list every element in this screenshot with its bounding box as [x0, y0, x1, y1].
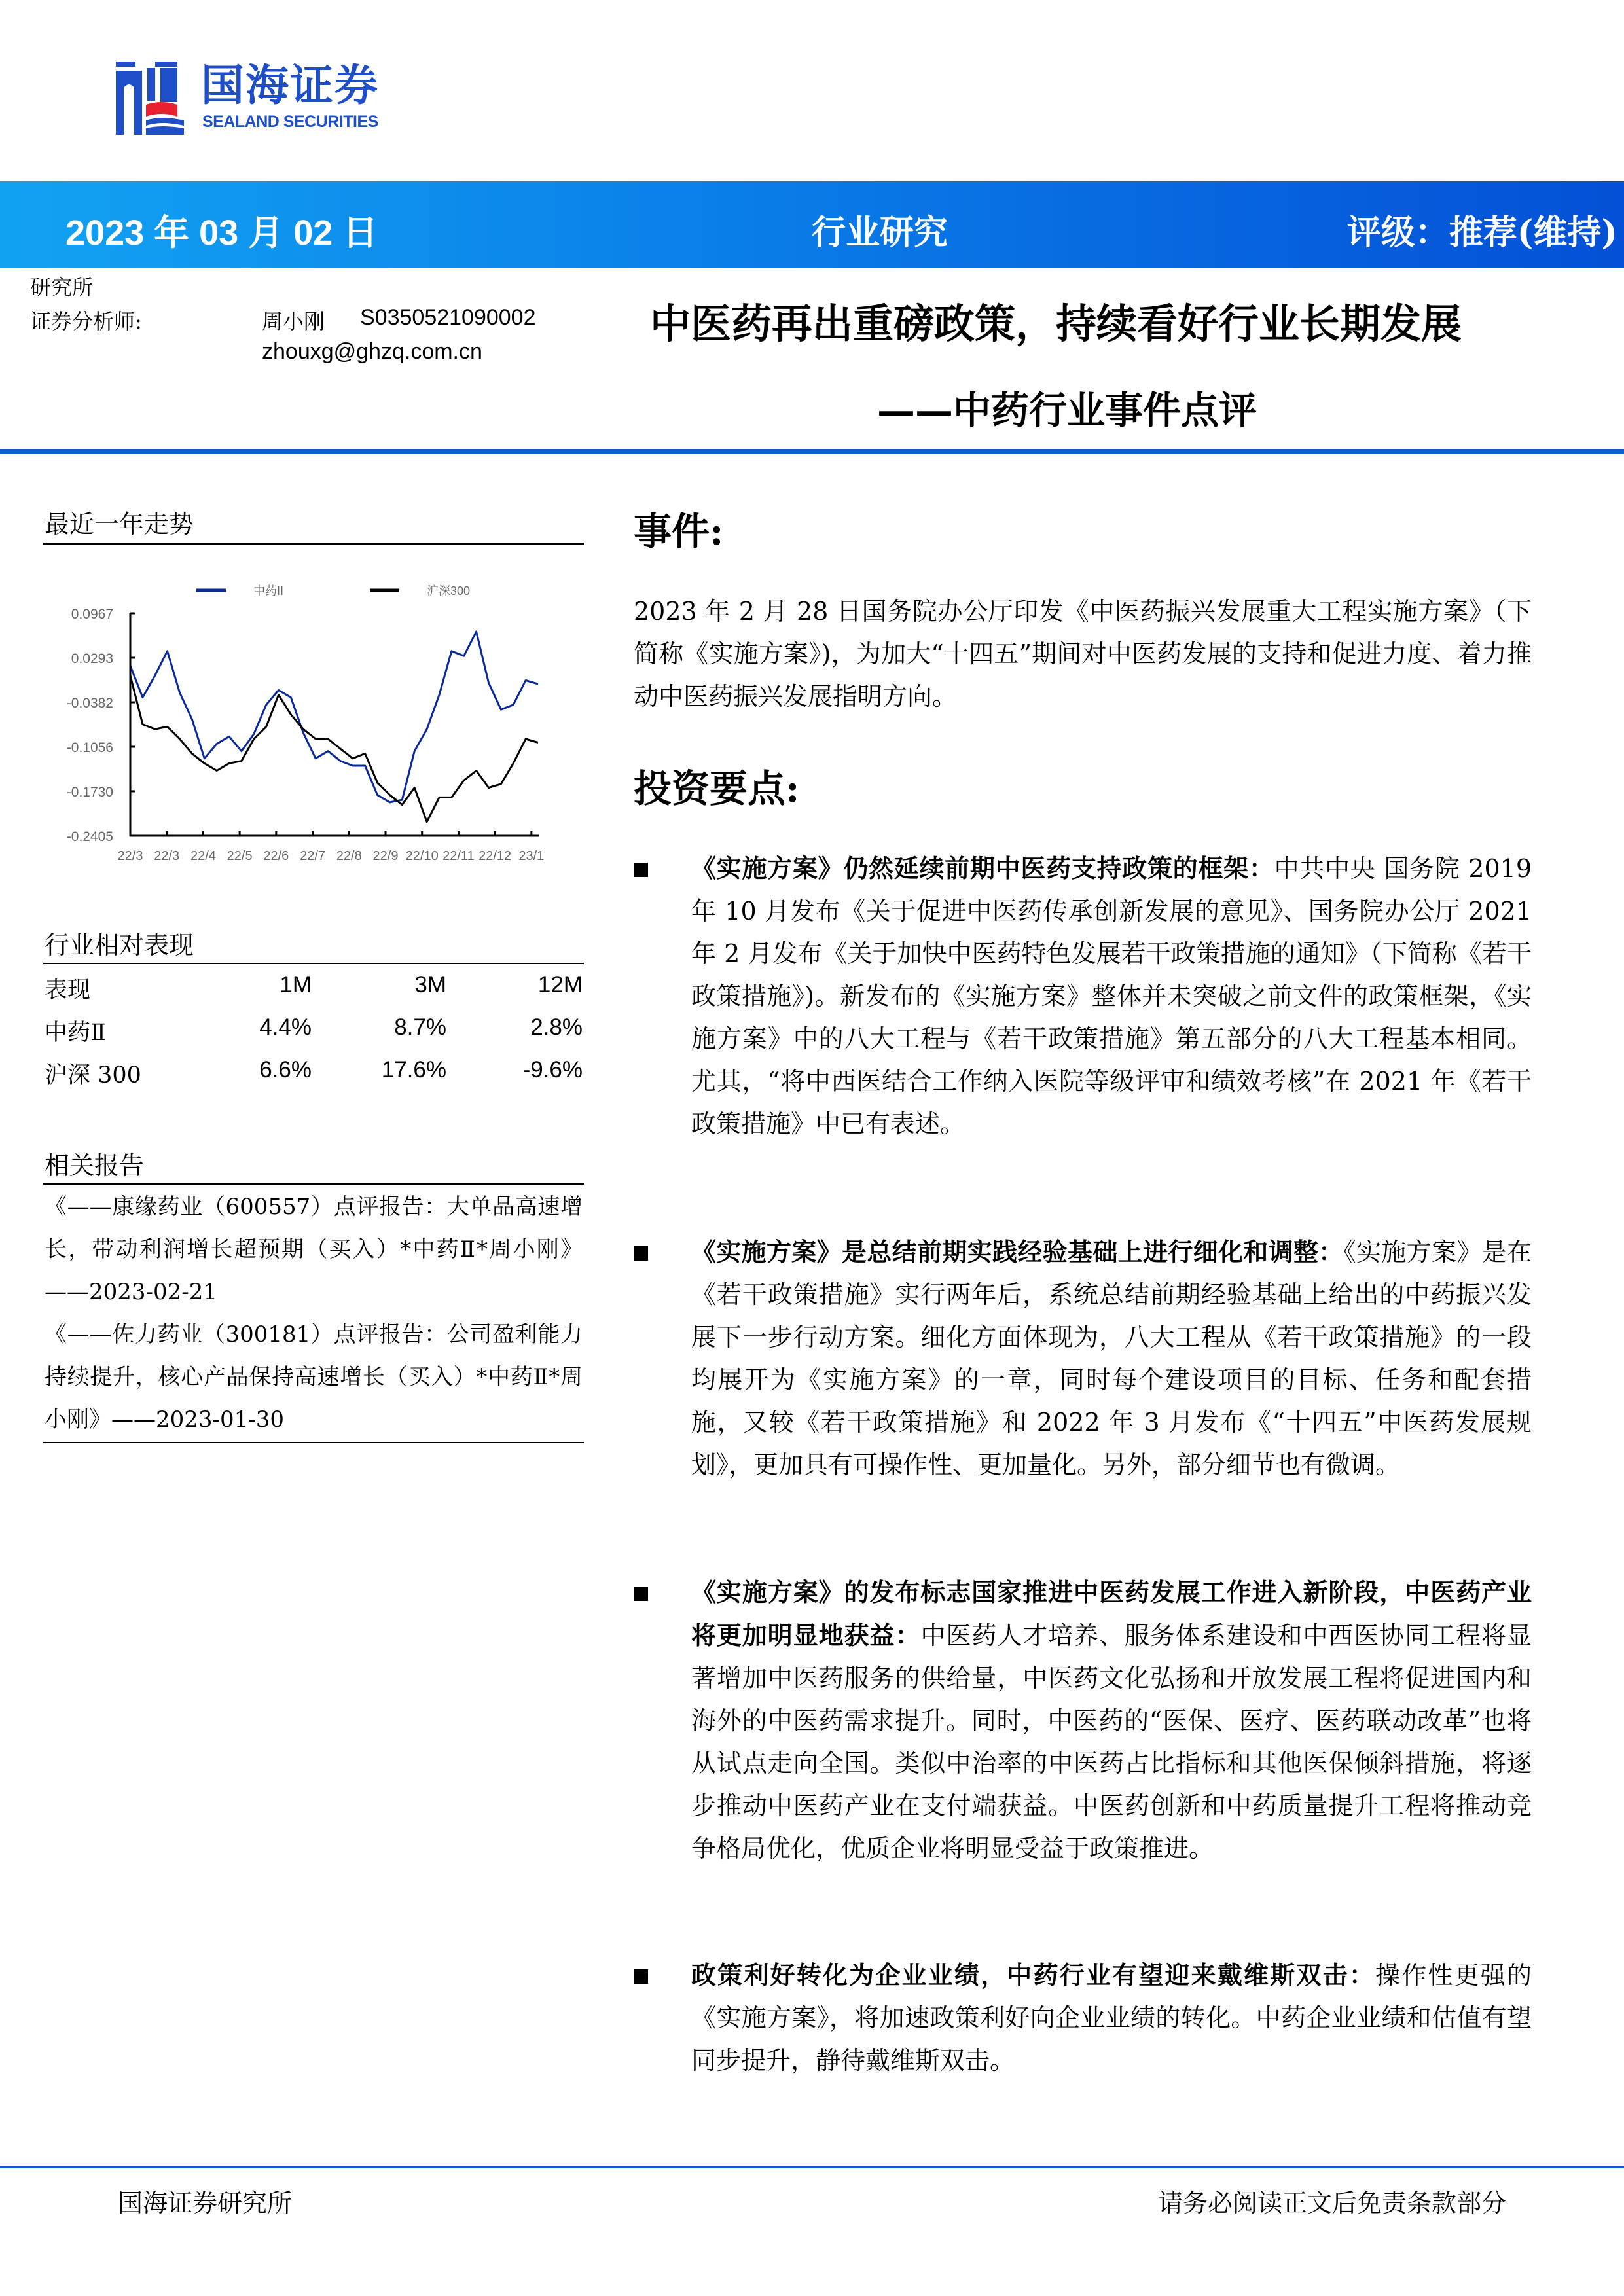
bullet-square-icon [634, 1246, 648, 1261]
trend-chart [39, 563, 589, 870]
point-body: 《实施方案》是在《若干政策措施》实行两年后，系统总结前期经验基础上给出的中药振兴发展下一步行动方案。细化方面体现为，八大工程从《若干政策措施》的一段均展开为《实施方案》的一章，同时每个建设项目的目标、任务和配套措施，又较《若干政策措施》和 2022 年 3 月发布《“十四五”中医药发展规划》，更加具有可操作性、更加量化。另外，部分细节也有微调。 [691, 1238, 1532, 1479]
trend-title: 最近一年走势 [45, 510, 194, 539]
analyst-name: 周小刚 [262, 309, 325, 334]
bullet-square-icon [634, 1969, 648, 1984]
series-line-hs300 [130, 675, 538, 822]
y-tick-label: -0.2405 [66, 829, 113, 844]
reports-bottom-divider [43, 1442, 584, 1443]
legend-label-zhongyao: 中药II [253, 584, 284, 598]
point-body: 中共中央 国务院 2019 年 10 月发布《关于促进中医药传承创新发展的意见》、国务院办公厅 2021 年 2 月发布《关于加快中医药特色发展若干政策措施的通知》（下简称《若干政策措施》)。新发布的《实施方案》整体并未突破之前文件的政策框架，《实施方案》中的八大工程与《若干政策措施》第五部分的八大工程基本相同。尤其，“将中西医结合工作纳入医院等级评审和绩效考核”在 2021 年《若干政策措施》中已有表述。 [691, 854, 1532, 1138]
y-tick-label: -0.1730 [66, 784, 113, 800]
x-tick-label: 22/11 [442, 849, 475, 863]
investment-point [634, 1571, 1532, 1870]
legend-label-hs300: 沪深300 [427, 584, 471, 598]
perf-header-1m: 1M [280, 972, 312, 997]
dept-label: 研究所 [30, 275, 94, 300]
analyst-label: 证券分析师: [30, 309, 142, 334]
sealand-wave-logo-icon [115, 62, 188, 135]
x-tick-label: 22/5 [226, 849, 253, 863]
logo-name-en: SEALAND SECURITIES [202, 113, 378, 131]
report-date: 2023 年 03 月 02 日 [65, 213, 378, 253]
perf-cell: 6.6% [259, 1057, 312, 1083]
perf-header-label: 表现 [45, 977, 91, 1003]
perf-row-label: 中药Ⅱ [45, 1020, 106, 1046]
perf-header-12m: 12M [537, 972, 583, 997]
point-lead: 《实施方案》是总结前期实践经验基础上进行细化和调整： [691, 1237, 1344, 1266]
point-body: 中医药人才培养、服务体系建设和中西医协同工程将显著增加中医药服务的供给量，中医药文化弘扬和开放发展工程将促进国内和海外的中医药需求提升。同时，中医药的“医保、医疗、医药联动改革”也将从试点走向全国。类似中治率的中医药占比指标和其他医保倾斜措施，将逐步推动中医药产业在支付端获益。中医药创新和中药质量提升工程将推动竞争格局优化，优质企业将明显受益于政策推进。 [691, 1621, 1532, 1863]
y-tick-label: 0.0967 [71, 607, 113, 622]
point-lead: 《实施方案》的发布标志国家推进中医药发展工作进入新阶段，中医药产业将更加明显地获益： [691, 1577, 1532, 1650]
company-logo [115, 60, 409, 135]
report-subtitle: ——中药行业事件点评 [877, 388, 1257, 433]
chart-legend [196, 584, 470, 598]
point-lead: 《实施方案》仍然延续前期中医药支持政策的框架： [691, 853, 1274, 883]
perf-title: 行业相对表现 [45, 931, 194, 960]
investment-point [634, 1230, 1532, 1486]
points-heading: 投资要点: [634, 766, 800, 811]
bullet-square-icon [634, 1587, 648, 1601]
perf-header-3m: 3M [414, 972, 446, 997]
x-tick-label: 22/4 [190, 849, 216, 863]
investment-point [634, 1954, 1532, 2082]
event-heading: 事件: [634, 509, 724, 554]
perf-cell: 2.8% [530, 1014, 583, 1040]
report-title: 中医药再出重磅政策，持续看好行业长期发展 [650, 300, 1462, 348]
x-tick-label: 22/8 [336, 849, 362, 863]
x-tick-label: 22/7 [300, 849, 326, 863]
perf-row-label: 沪深 300 [45, 1062, 141, 1088]
x-tick-label: 22/3 [117, 849, 143, 863]
perf-cell: 17.6% [381, 1057, 446, 1083]
footer-org: 国海证券研究所 [118, 2189, 293, 2217]
investment-point [634, 847, 1532, 1145]
x-tick-label: 22/12 [478, 849, 512, 863]
related-reports [45, 1186, 583, 1441]
header-divider [0, 449, 1624, 454]
perf-table [45, 972, 583, 1103]
trend-divider [43, 543, 584, 545]
report-rating: 评级：推荐(维持) [1346, 213, 1617, 253]
related-report-link[interactable]: 《——康缘药业（600557）点评报告：大单品高速增长，带动利润增长超预期（买入）*中药Ⅱ*周小刚》——2023-02-21 [45, 1194, 583, 1305]
bullet-square-icon [634, 863, 648, 877]
series-line-zhongyao [130, 632, 538, 802]
perf-cell: 4.4% [259, 1014, 312, 1040]
reports-divider [43, 1183, 584, 1185]
y-tick-label: 0.0293 [71, 651, 113, 666]
related-report-link[interactable]: 《——佐力药业（300181）点评报告：公司盈利能力持续提升，核心产品保持高速增长（买入）*中药Ⅱ*周小刚》——2023-01-30 [45, 1321, 583, 1433]
footer-disclaimer[interactable]: 请务必阅读正文后免责条款部分 [1157, 2189, 1506, 2217]
analyst-email[interactable]: zhouxg@ghzq.com.cn [262, 339, 482, 364]
point-lead: 政策利好转化为企业业绩，中药行业有望迎来戴维斯双击： [691, 1960, 1376, 1990]
logo-name-cn: 国海证券 [201, 60, 379, 111]
y-tick-label: -0.1056 [66, 740, 113, 755]
event-paragraph: 2023 年 2 月 28 日国务院办公厅印发《中医药振兴发展重大工程实施方案》（下简称《实施方案》)，为加大“十四五”期间对中医药发展的支持和促进力度、着力推动中医药振兴发展指明方向。 [634, 597, 1532, 711]
x-tick-label: 22/9 [372, 849, 399, 863]
report-category: 行业研究 [812, 213, 948, 253]
analyst-id: S0350521090002 [360, 305, 536, 330]
footer-divider [0, 2166, 1624, 2168]
perf-cell: 8.7% [394, 1014, 446, 1040]
perf-cell: -9.6% [522, 1057, 583, 1083]
point-body: 操作性更强的《实施方案》，将加速政策利好向企业业绩的转化。中药企业业绩和估值有望同步提升，静待戴维斯双击。 [691, 1961, 1532, 2075]
header-band [0, 181, 1624, 268]
reports-title: 相关报告 [45, 1151, 145, 1180]
perf-divider [43, 963, 584, 964]
x-tick-label: 22/6 [263, 849, 289, 863]
x-tick-label: 22/10 [405, 849, 439, 863]
x-tick-label: 23/1 [518, 849, 545, 863]
y-tick-label: -0.0382 [66, 696, 113, 711]
x-tick-label: 22/3 [154, 849, 180, 863]
